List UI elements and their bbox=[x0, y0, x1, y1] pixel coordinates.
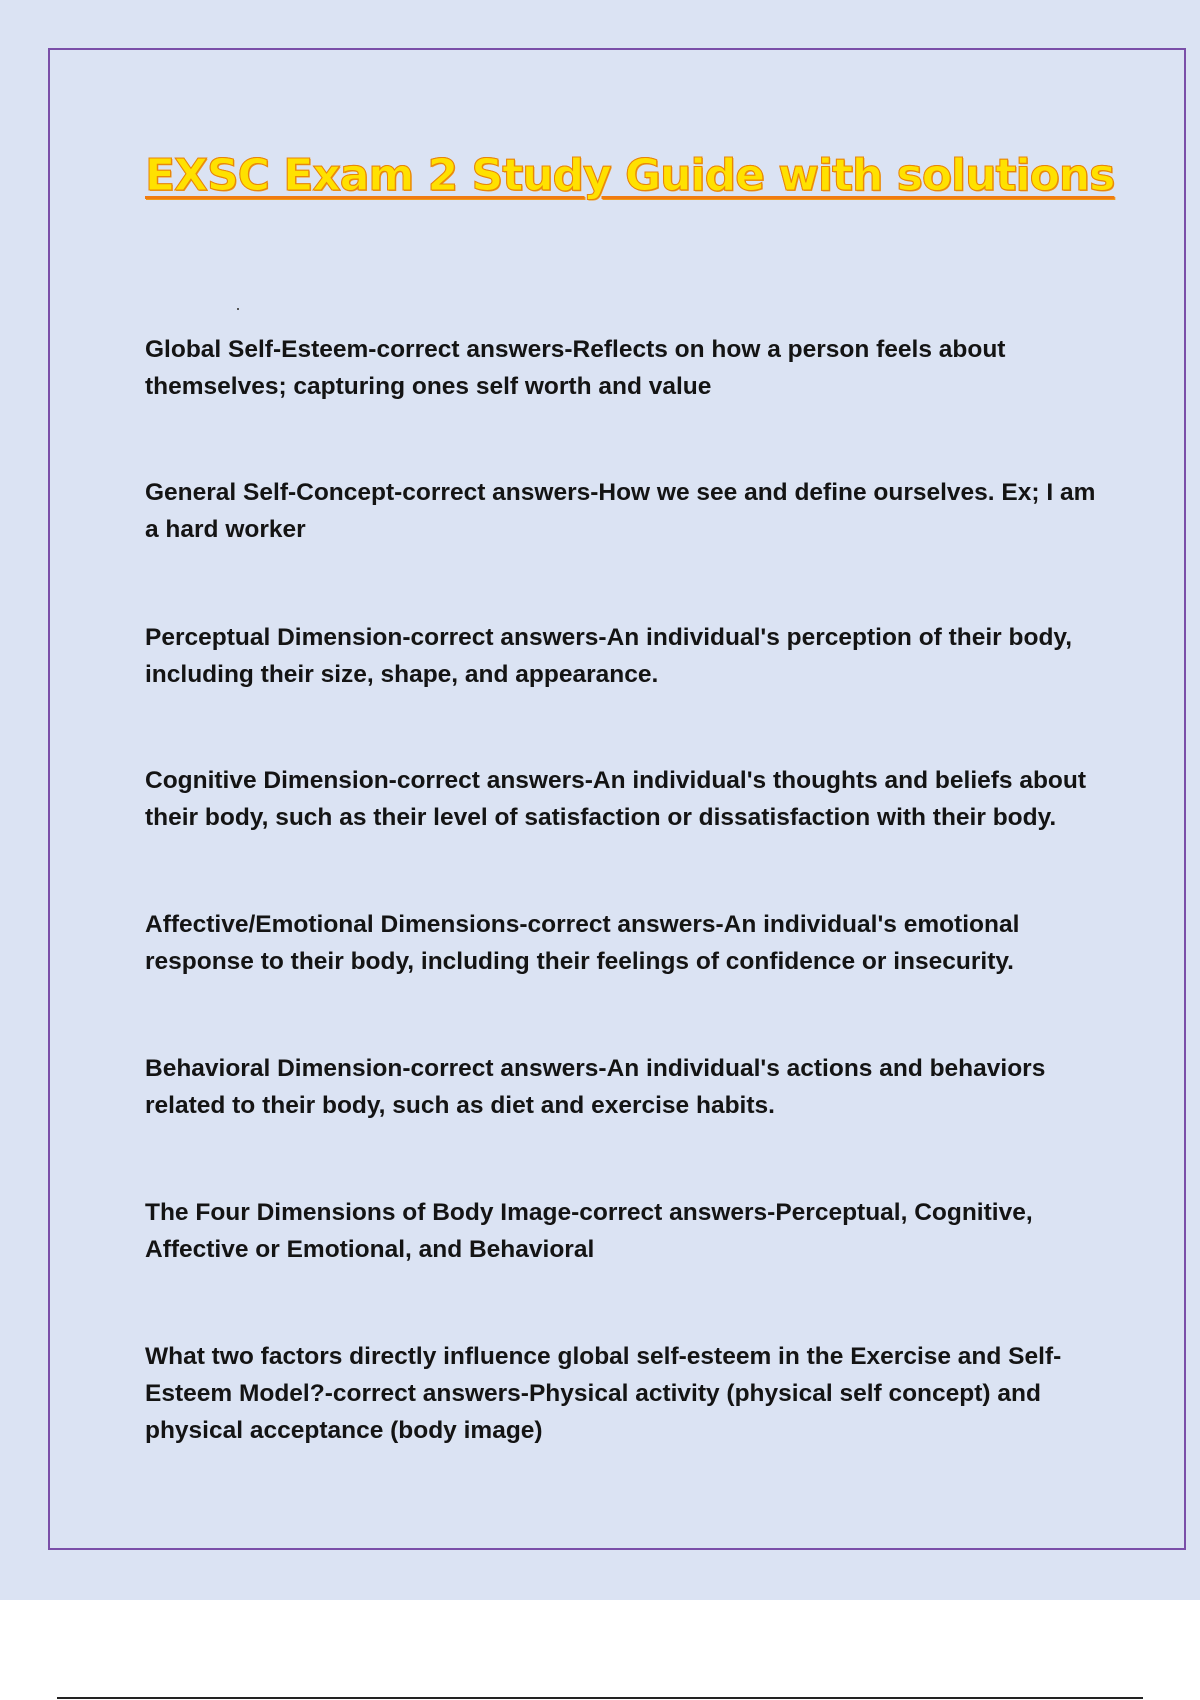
entry-exercise-self-esteem-model: What two factors directly influence global self-esteem in the Exercise and Self-Esteem Model?-correct answers-Physical activity (physical self concept) and physical acceptance (body image) bbox=[145, 1343, 1062, 1444]
stray-dot bbox=[237, 308, 239, 310]
entry-cognitive-dimension: Cognitive Dimension-correct answers-An individual's thoughts and beliefs about their body, such as their level of satisfaction or dissatisfaction with their body. bbox=[145, 767, 1087, 831]
document-title: EXSC Exam 2 Study Guide with solutions bbox=[145, 150, 1115, 201]
entry-global-self-esteem: Global Self-Esteem-correct answers-Reflects on how a person feels about themselves; capturing ones self worth and value bbox=[145, 336, 1006, 400]
entry-perceptual-dimension: Perceptual Dimension-correct answers-An individual's perception of their body, including their size, shape, and appearance. bbox=[145, 624, 1073, 688]
entry-behavioral-dimension: Behavioral Dimension-correct answers-An individual's actions and behaviors related to their body, such as diet and exercise habits. bbox=[145, 1055, 1046, 1119]
entry-four-dimensions-body-image: The Four Dimensions of Body Image-correct answers-Perceptual, Cognitive, Affective or Emotional, and Behavioral bbox=[145, 1199, 1033, 1263]
footer-rule bbox=[57, 1697, 1143, 1699]
entry-general-self-concept: General Self-Concept-correct answers-How we see and define ourselves. Ex; I am a hard worker bbox=[145, 479, 1096, 543]
entry-affective-emotional-dimensions: Affective/Emotional Dimensions-correct answers-An individual's emotional response to their body, including their feelings of confidence or insecurity. bbox=[145, 911, 1020, 975]
